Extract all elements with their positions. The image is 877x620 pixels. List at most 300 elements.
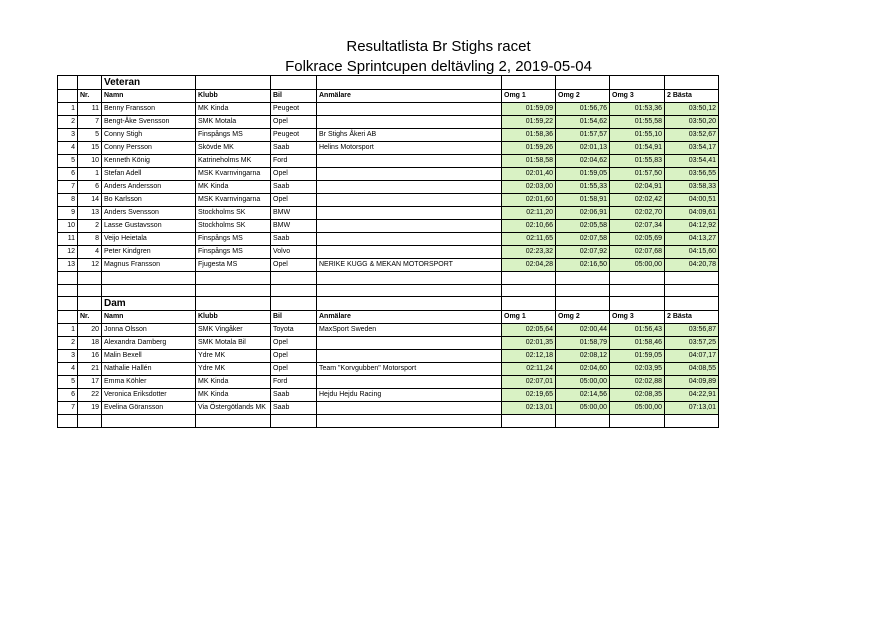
club-cell: MK Kinda <box>196 181 271 194</box>
best-two-total-cell: 03:52,67 <box>665 129 719 142</box>
start-number-cell: 19 <box>78 402 102 415</box>
empty-cell <box>610 415 665 428</box>
results-table <box>57 75 719 428</box>
round3-time-cell: 05:00,00 <box>610 259 665 272</box>
best-two-total-cell: 03:58,33 <box>665 181 719 194</box>
round3-time-cell: 02:02,88 <box>610 376 665 389</box>
empty-cell <box>196 76 271 90</box>
round3-time-cell: 01:56,43 <box>610 324 665 337</box>
entrant-cell <box>317 207 502 220</box>
best-two-total-cell: 04:22,91 <box>665 389 719 402</box>
car-cell: Opel <box>271 337 317 350</box>
car-cell: Opel <box>271 350 317 363</box>
position-cell: 5 <box>58 376 78 389</box>
table-row <box>58 233 719 246</box>
page-title: Resultatlista Br Stighs racet <box>346 38 531 55</box>
entrant-cell: Helins Motorsport <box>317 142 502 155</box>
round3-time-cell: 01:58,46 <box>610 337 665 350</box>
car-cell: Ford <box>271 376 317 389</box>
empty-cell <box>317 272 502 285</box>
round3-time-cell: 02:03,95 <box>610 363 665 376</box>
table-row <box>58 103 719 116</box>
entrant-cell <box>317 233 502 246</box>
entrant-cell <box>317 220 502 233</box>
round1-time-cell: 01:58,58 <box>502 155 556 168</box>
start-number-cell: 16 <box>78 350 102 363</box>
column-header-nr: Nr. <box>78 90 102 103</box>
column-header-best2: 2 Bästa <box>665 311 719 324</box>
empty-cell <box>317 415 502 428</box>
round1-time-cell: 02:05,64 <box>502 324 556 337</box>
empty-cell <box>196 297 271 311</box>
best-two-total-cell: 03:54,41 <box>665 155 719 168</box>
round1-time-cell: 02:23,32 <box>502 246 556 259</box>
club-cell: Via Östergötlands MK <box>196 402 271 415</box>
best-two-total-cell: 04:00,51 <box>665 194 719 207</box>
section-header-row <box>58 76 719 90</box>
empty-cell <box>58 272 78 285</box>
round3-time-cell: 02:04,91 <box>610 181 665 194</box>
round2-time-cell: 02:01,13 <box>556 142 610 155</box>
section-title: Veteran <box>102 76 196 90</box>
empty-cell <box>665 76 719 90</box>
round2-time-cell: 01:56,76 <box>556 103 610 116</box>
empty-cell <box>317 297 502 311</box>
car-cell: Peugeot <box>271 129 317 142</box>
driver-name-cell: Emma Köhler <box>102 376 196 389</box>
round2-time-cell: 01:55,33 <box>556 181 610 194</box>
start-number-cell: 1 <box>78 168 102 181</box>
best-two-total-cell: 03:56,55 <box>665 168 719 181</box>
start-number-cell: 11 <box>78 103 102 116</box>
car-cell: Saab <box>271 389 317 402</box>
position-cell: 9 <box>58 207 78 220</box>
empty-cell <box>317 284 502 297</box>
position-cell: 4 <box>58 363 78 376</box>
round1-time-cell: 01:59,09 <box>502 103 556 116</box>
column-header-car: Bil <box>271 311 317 324</box>
round1-time-cell: 01:59,22 <box>502 116 556 129</box>
driver-name-cell: Veijo Heietala <box>102 233 196 246</box>
column-header-name: Namn <box>102 90 196 103</box>
empty-cell <box>271 415 317 428</box>
column-header-car: Bil <box>271 90 317 103</box>
empty-cell <box>556 297 610 311</box>
start-number-cell: 8 <box>78 233 102 246</box>
round3-time-cell: 02:07,68 <box>610 246 665 259</box>
round1-time-cell: 02:19,65 <box>502 389 556 402</box>
club-cell: MK Kinda <box>196 376 271 389</box>
round3-time-cell: 02:07,34 <box>610 220 665 233</box>
table-row <box>58 337 719 350</box>
empty-cell <box>556 76 610 90</box>
driver-name-cell: Kenneth König <box>102 155 196 168</box>
club-cell: Finspångs MS <box>196 246 271 259</box>
best-two-total-cell: 04:09,89 <box>665 376 719 389</box>
best-two-total-cell: 04:08,55 <box>665 363 719 376</box>
round2-time-cell: 02:16,50 <box>556 259 610 272</box>
entrant-cell <box>317 337 502 350</box>
empty-cell <box>271 297 317 311</box>
driver-name-cell: Evelina Göransson <box>102 402 196 415</box>
start-number-cell: 12 <box>78 259 102 272</box>
round2-time-cell: 02:04,60 <box>556 363 610 376</box>
position-cell: 11 <box>58 233 78 246</box>
empty-cell <box>102 272 196 285</box>
round1-time-cell: 02:10,66 <box>502 220 556 233</box>
column-header-best2: 2 Bästa <box>665 90 719 103</box>
empty-cell <box>556 415 610 428</box>
table-row <box>58 207 719 220</box>
car-cell: Opel <box>271 194 317 207</box>
round3-time-cell: 02:02,42 <box>610 194 665 207</box>
empty-cell <box>58 415 78 428</box>
best-two-total-cell: 04:13,27 <box>665 233 719 246</box>
empty-cell <box>58 297 78 311</box>
empty-cell <box>58 284 78 297</box>
start-number-cell: 22 <box>78 389 102 402</box>
empty-cell <box>317 76 502 90</box>
empty-cell <box>58 90 78 103</box>
empty-cell <box>196 415 271 428</box>
round1-time-cell: 02:13,01 <box>502 402 556 415</box>
empty-cell <box>610 297 665 311</box>
club-cell: MK Kinda <box>196 103 271 116</box>
round1-time-cell: 02:01,60 <box>502 194 556 207</box>
car-cell: Ford <box>271 155 317 168</box>
empty-cell <box>196 284 271 297</box>
club-cell: Finspångs MS <box>196 129 271 142</box>
round1-time-cell: 02:12,18 <box>502 350 556 363</box>
round2-time-cell: 02:06,91 <box>556 207 610 220</box>
round2-time-cell: 01:58,79 <box>556 337 610 350</box>
best-two-total-cell: 07:13,01 <box>665 402 719 415</box>
car-cell: Opel <box>271 363 317 376</box>
table-row <box>58 220 719 233</box>
empty-cell <box>502 272 556 285</box>
column-header-row <box>58 311 719 324</box>
car-cell: Saab <box>271 402 317 415</box>
club-cell: Finspångs MS <box>196 233 271 246</box>
best-two-total-cell: 04:07,17 <box>665 350 719 363</box>
round3-time-cell: 02:05,69 <box>610 233 665 246</box>
empty-cell <box>196 272 271 285</box>
club-cell: Ydre MK <box>196 350 271 363</box>
start-number-cell: 5 <box>78 129 102 142</box>
blank-row <box>58 415 719 428</box>
car-cell: Opel <box>271 168 317 181</box>
round1-time-cell: 01:59,26 <box>502 142 556 155</box>
driver-name-cell: Alexandra Damberg <box>102 337 196 350</box>
round3-time-cell: 02:08,35 <box>610 389 665 402</box>
start-number-cell: 15 <box>78 142 102 155</box>
start-number-cell: 6 <box>78 181 102 194</box>
entrant-cell: MaxSport Sweden <box>317 324 502 337</box>
position-cell: 13 <box>58 259 78 272</box>
empty-cell <box>556 272 610 285</box>
table-row <box>58 259 719 272</box>
column-header-omg1: Omg 1 <box>502 311 556 324</box>
car-cell: Saab <box>271 142 317 155</box>
table-row <box>58 363 719 376</box>
position-cell: 7 <box>58 402 78 415</box>
round3-time-cell: 01:53,36 <box>610 103 665 116</box>
round2-time-cell: 01:57,57 <box>556 129 610 142</box>
column-header-club: Klubb <box>196 311 271 324</box>
position-cell: 2 <box>58 337 78 350</box>
position-cell: 2 <box>58 116 78 129</box>
table-row <box>58 376 719 389</box>
driver-name-cell: Veronica Eriksdotter <box>102 389 196 402</box>
empty-cell <box>556 284 610 297</box>
entrant-cell <box>317 103 502 116</box>
table-row <box>58 324 719 337</box>
best-two-total-cell: 03:54,17 <box>665 142 719 155</box>
car-cell: BMW <box>271 220 317 233</box>
position-cell: 7 <box>58 181 78 194</box>
round3-time-cell: 01:55,58 <box>610 116 665 129</box>
car-cell: Toyota <box>271 324 317 337</box>
empty-cell <box>502 415 556 428</box>
empty-cell <box>502 76 556 90</box>
position-cell: 5 <box>58 155 78 168</box>
best-two-total-cell: 03:50,12 <box>665 103 719 116</box>
table-row <box>58 155 719 168</box>
column-header-omg3: Omg 3 <box>610 90 665 103</box>
table-row <box>58 246 719 259</box>
empty-cell <box>78 272 102 285</box>
car-cell: Saab <box>271 233 317 246</box>
best-two-total-cell: 03:50,20 <box>665 116 719 129</box>
round2-time-cell: 05:00,00 <box>556 402 610 415</box>
club-cell: Stockholms SK <box>196 207 271 220</box>
position-cell: 3 <box>58 350 78 363</box>
position-cell: 6 <box>58 168 78 181</box>
club-cell: SMK Vingåker <box>196 324 271 337</box>
best-two-total-cell: 04:12,92 <box>665 220 719 233</box>
empty-cell <box>78 297 102 311</box>
entrant-cell: Team "Korvgubben" Motorsport <box>317 363 502 376</box>
empty-cell <box>58 311 78 324</box>
car-cell: Opel <box>271 116 317 129</box>
column-header-omg2: Omg 2 <box>556 311 610 324</box>
table-row <box>58 181 719 194</box>
position-cell: 8 <box>58 194 78 207</box>
entrant-cell <box>317 246 502 259</box>
entrant-cell <box>317 181 502 194</box>
table-row <box>58 129 719 142</box>
column-header-name: Namn <box>102 311 196 324</box>
start-number-cell: 2 <box>78 220 102 233</box>
round2-time-cell: 02:00,44 <box>556 324 610 337</box>
position-cell: 12 <box>58 246 78 259</box>
round2-time-cell: 02:14,56 <box>556 389 610 402</box>
best-two-total-cell: 04:09,61 <box>665 207 719 220</box>
round2-time-cell: 05:00,00 <box>556 376 610 389</box>
position-cell: 3 <box>58 129 78 142</box>
entrant-cell <box>317 350 502 363</box>
round2-time-cell: 02:07,58 <box>556 233 610 246</box>
round1-time-cell: 02:03,00 <box>502 181 556 194</box>
column-header-club: Klubb <box>196 90 271 103</box>
start-number-cell: 17 <box>78 376 102 389</box>
round1-time-cell: 02:04,28 <box>502 259 556 272</box>
entrant-cell: Br Stighs Åkeri AB <box>317 129 502 142</box>
club-cell: SMK Motala Bil <box>196 337 271 350</box>
column-header-entrant: Anmälare <box>317 90 502 103</box>
entrant-cell <box>317 168 502 181</box>
empty-cell <box>78 415 102 428</box>
round1-time-cell: 02:01,35 <box>502 337 556 350</box>
table-row <box>58 142 719 155</box>
round1-time-cell: 02:01,40 <box>502 168 556 181</box>
round2-time-cell: 02:05,58 <box>556 220 610 233</box>
start-number-cell: 14 <box>78 194 102 207</box>
club-cell: Katrineholms MK <box>196 155 271 168</box>
driver-name-cell: Bengt-Åke Svensson <box>102 116 196 129</box>
empty-cell <box>665 297 719 311</box>
club-cell: Ydre MK <box>196 363 271 376</box>
round3-time-cell: 05:00,00 <box>610 402 665 415</box>
column-header-omg2: Omg 2 <box>556 90 610 103</box>
table-row <box>58 194 719 207</box>
column-header-nr: Nr. <box>78 311 102 324</box>
start-number-cell: 20 <box>78 324 102 337</box>
entrant-cell <box>317 194 502 207</box>
best-two-total-cell: 04:15,60 <box>665 246 719 259</box>
column-header-entrant: Anmälare <box>317 311 502 324</box>
entrant-cell <box>317 402 502 415</box>
round3-time-cell: 01:55,83 <box>610 155 665 168</box>
club-cell: Fjugesta MS <box>196 259 271 272</box>
empty-cell <box>271 76 317 90</box>
club-cell: MSK Kvarnvingarna <box>196 168 271 181</box>
car-cell: Saab <box>271 181 317 194</box>
round3-time-cell: 01:55,10 <box>610 129 665 142</box>
driver-name-cell: Anders Svensson <box>102 207 196 220</box>
round2-time-cell: 01:59,05 <box>556 168 610 181</box>
page-subtitle: Folkrace Sprintcupen deltävling 2, 2019-05-04 <box>285 58 592 75</box>
empty-cell <box>78 76 102 90</box>
round2-time-cell: 02:07,92 <box>556 246 610 259</box>
driver-name-cell: Bo Karlsson <box>102 194 196 207</box>
position-cell: 6 <box>58 389 78 402</box>
driver-name-cell: Lasse Gustavsson <box>102 220 196 233</box>
round3-time-cell: 02:02,70 <box>610 207 665 220</box>
best-two-total-cell: 03:57,25 <box>665 337 719 350</box>
driver-name-cell: Conny Persson <box>102 142 196 155</box>
blank-row <box>58 284 719 297</box>
round2-time-cell: 01:54,62 <box>556 116 610 129</box>
driver-name-cell: Nathalie Hallén <box>102 363 196 376</box>
empty-cell <box>610 272 665 285</box>
empty-cell <box>502 284 556 297</box>
empty-cell <box>665 272 719 285</box>
empty-cell <box>102 284 196 297</box>
section-title: Dam <box>102 297 196 311</box>
car-cell: Opel <box>271 259 317 272</box>
empty-cell <box>102 415 196 428</box>
entrant-cell: NERIKE KUGG & MEKAN MOTORSPORT <box>317 259 502 272</box>
driver-name-cell: Benny Fransson <box>102 103 196 116</box>
table-row <box>58 168 719 181</box>
round3-time-cell: 01:59,05 <box>610 350 665 363</box>
table-row <box>58 389 719 402</box>
round1-time-cell: 02:11,24 <box>502 363 556 376</box>
entrant-cell <box>317 376 502 389</box>
table-row <box>58 402 719 415</box>
empty-cell <box>610 284 665 297</box>
car-cell: Volvo <box>271 246 317 259</box>
column-header-row <box>58 90 719 103</box>
column-header-omg1: Omg 1 <box>502 90 556 103</box>
driver-name-cell: Magnus Fransson <box>102 259 196 272</box>
start-number-cell: 21 <box>78 363 102 376</box>
empty-cell <box>271 284 317 297</box>
empty-cell <box>502 297 556 311</box>
start-number-cell: 18 <box>78 337 102 350</box>
empty-cell <box>665 284 719 297</box>
club-cell: SMK Motala <box>196 116 271 129</box>
position-cell: 1 <box>58 324 78 337</box>
empty-cell <box>271 272 317 285</box>
entrant-cell <box>317 155 502 168</box>
driver-name-cell: Conny Stigh <box>102 129 196 142</box>
empty-cell <box>78 284 102 297</box>
club-cell: Stockholms SK <box>196 220 271 233</box>
round2-time-cell: 02:08,12 <box>556 350 610 363</box>
empty-cell <box>610 76 665 90</box>
position-cell: 4 <box>58 142 78 155</box>
driver-name-cell: Malin Bexell <box>102 350 196 363</box>
car-cell: Peugeot <box>271 103 317 116</box>
round3-time-cell: 01:54,91 <box>610 142 665 155</box>
club-cell: Skövde MK <box>196 142 271 155</box>
round1-time-cell: 02:11,20 <box>502 207 556 220</box>
driver-name-cell: Peter Kindgren <box>102 246 196 259</box>
driver-name-cell: Jonna Olsson <box>102 324 196 337</box>
empty-cell <box>58 76 78 90</box>
round1-time-cell: 02:11,65 <box>502 233 556 246</box>
start-number-cell: 7 <box>78 116 102 129</box>
start-number-cell: 10 <box>78 155 102 168</box>
club-cell: MK Kinda <box>196 389 271 402</box>
empty-cell <box>665 415 719 428</box>
driver-name-cell: Stefan Adell <box>102 168 196 181</box>
entrant-cell: Hejdu Hejdu Racing <box>317 389 502 402</box>
best-two-total-cell: 04:20,78 <box>665 259 719 272</box>
round2-time-cell: 01:58,91 <box>556 194 610 207</box>
car-cell: BMW <box>271 207 317 220</box>
round1-time-cell: 01:58,36 <box>502 129 556 142</box>
position-cell: 1 <box>58 103 78 116</box>
section-header-row <box>58 297 719 311</box>
position-cell: 10 <box>58 220 78 233</box>
start-number-cell: 4 <box>78 246 102 259</box>
best-two-total-cell: 03:56,87 <box>665 324 719 337</box>
club-cell: MSK Kvarnvingarna <box>196 194 271 207</box>
driver-name-cell: Anders Andersson <box>102 181 196 194</box>
table-row <box>58 350 719 363</box>
round3-time-cell: 01:57,50 <box>610 168 665 181</box>
round1-time-cell: 02:07,01 <box>502 376 556 389</box>
entrant-cell <box>317 116 502 129</box>
blank-row <box>58 272 719 285</box>
start-number-cell: 13 <box>78 207 102 220</box>
column-header-omg3: Omg 3 <box>610 311 665 324</box>
round2-time-cell: 02:04,62 <box>556 155 610 168</box>
table-row <box>58 116 719 129</box>
